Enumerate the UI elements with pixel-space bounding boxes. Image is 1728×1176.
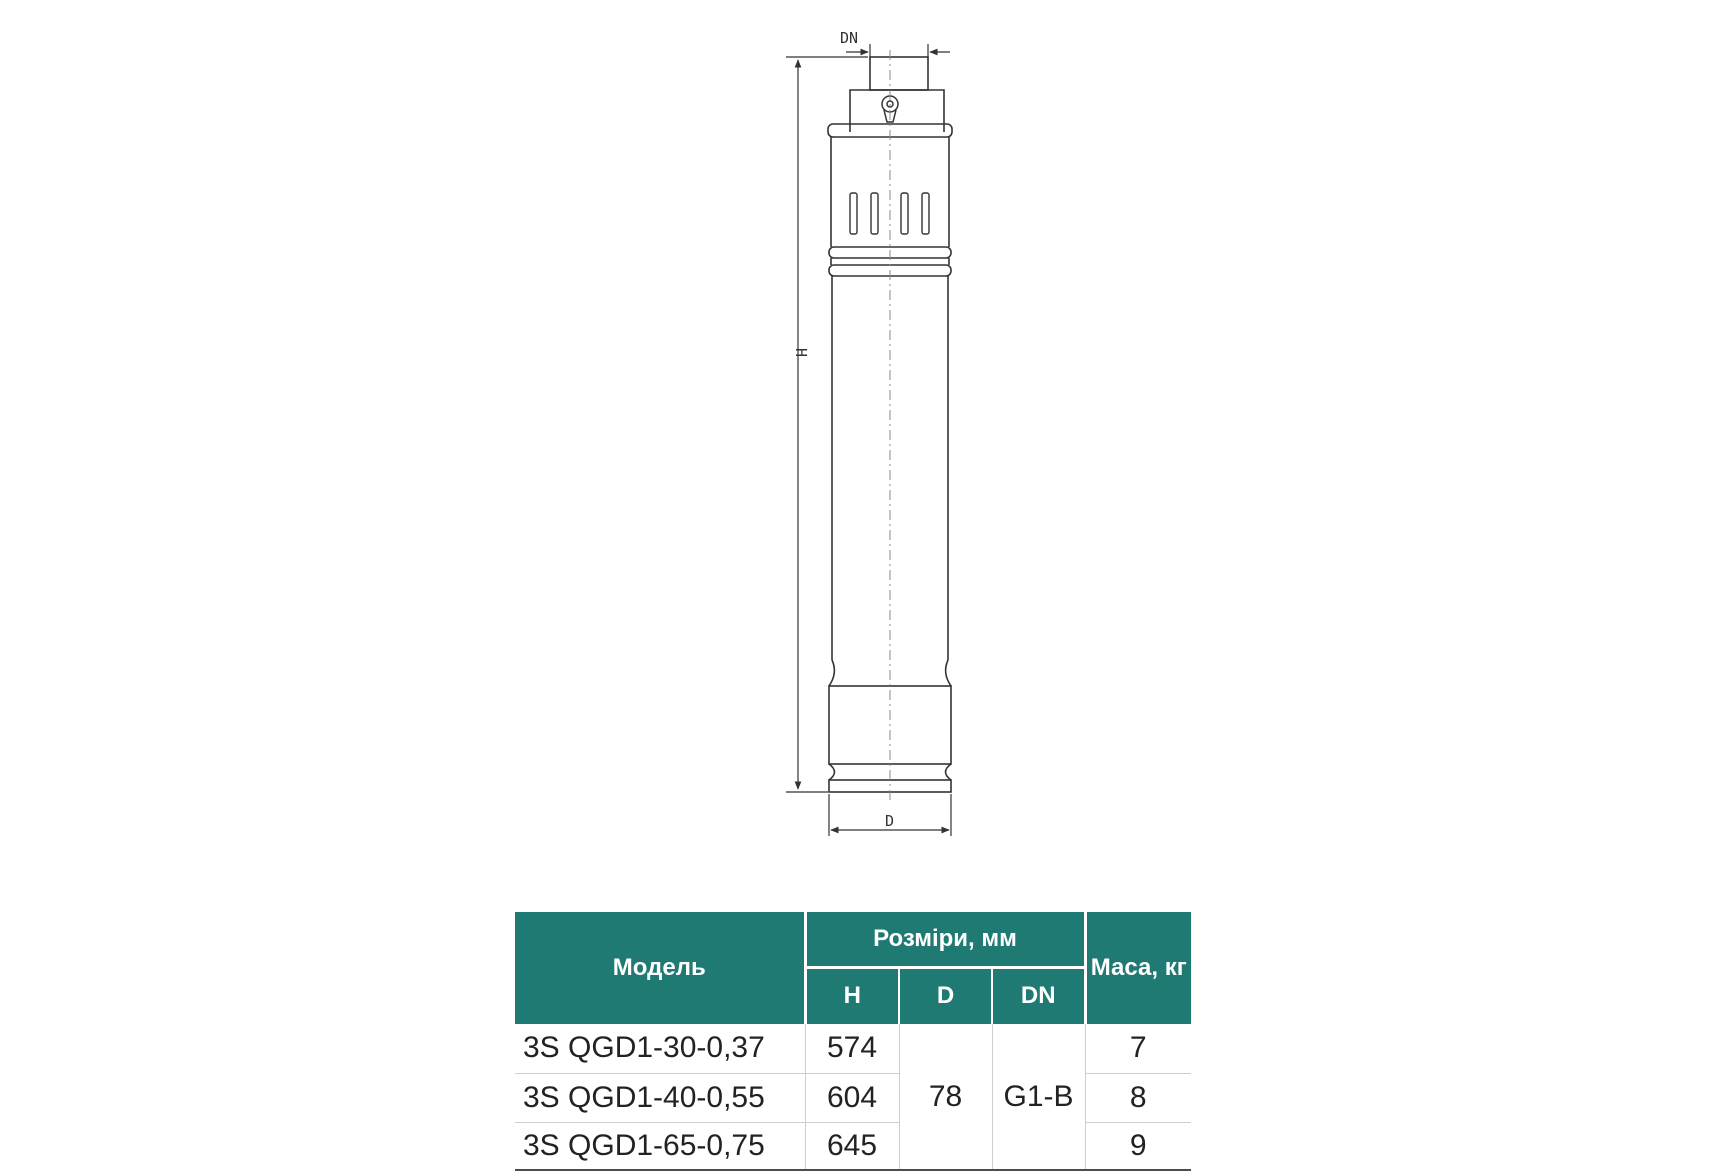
table-row: [515, 1122, 1191, 1170]
d-cell: 78: [899, 1024, 992, 1170]
header-d: D: [899, 967, 992, 1024]
dimension-label-d: D: [885, 812, 895, 830]
table-row: [515, 1024, 1191, 1073]
mass-cell: 9: [1085, 1122, 1191, 1170]
mass-cell: 8: [1085, 1073, 1191, 1122]
specifications-table: [515, 912, 1191, 1171]
model-cell: 3S QGD1-65-0,75: [515, 1122, 805, 1170]
model-cell: 3S QGD1-30-0,37: [515, 1024, 805, 1073]
table-row: [515, 1073, 1191, 1122]
dn-cell: G1-B: [992, 1024, 1085, 1170]
header-dn: DN: [992, 967, 1085, 1024]
model-cell: 3S QGD1-40-0,55: [515, 1073, 805, 1122]
dimension-label-h: H: [792, 348, 810, 358]
h-cell: 645: [805, 1122, 899, 1170]
mass-cell: 7: [1085, 1024, 1191, 1073]
header-model: Модель: [515, 912, 805, 1024]
dimension-label-dn: DN: [840, 29, 859, 47]
h-cell: 574: [805, 1024, 899, 1073]
header-mass: Маса, кг: [1085, 912, 1191, 1024]
header-dimensions: Розміри, мм: [805, 912, 1085, 967]
header-h: H: [805, 967, 899, 1024]
dimension-lines: [786, 44, 951, 836]
h-cell: 604: [805, 1073, 899, 1122]
